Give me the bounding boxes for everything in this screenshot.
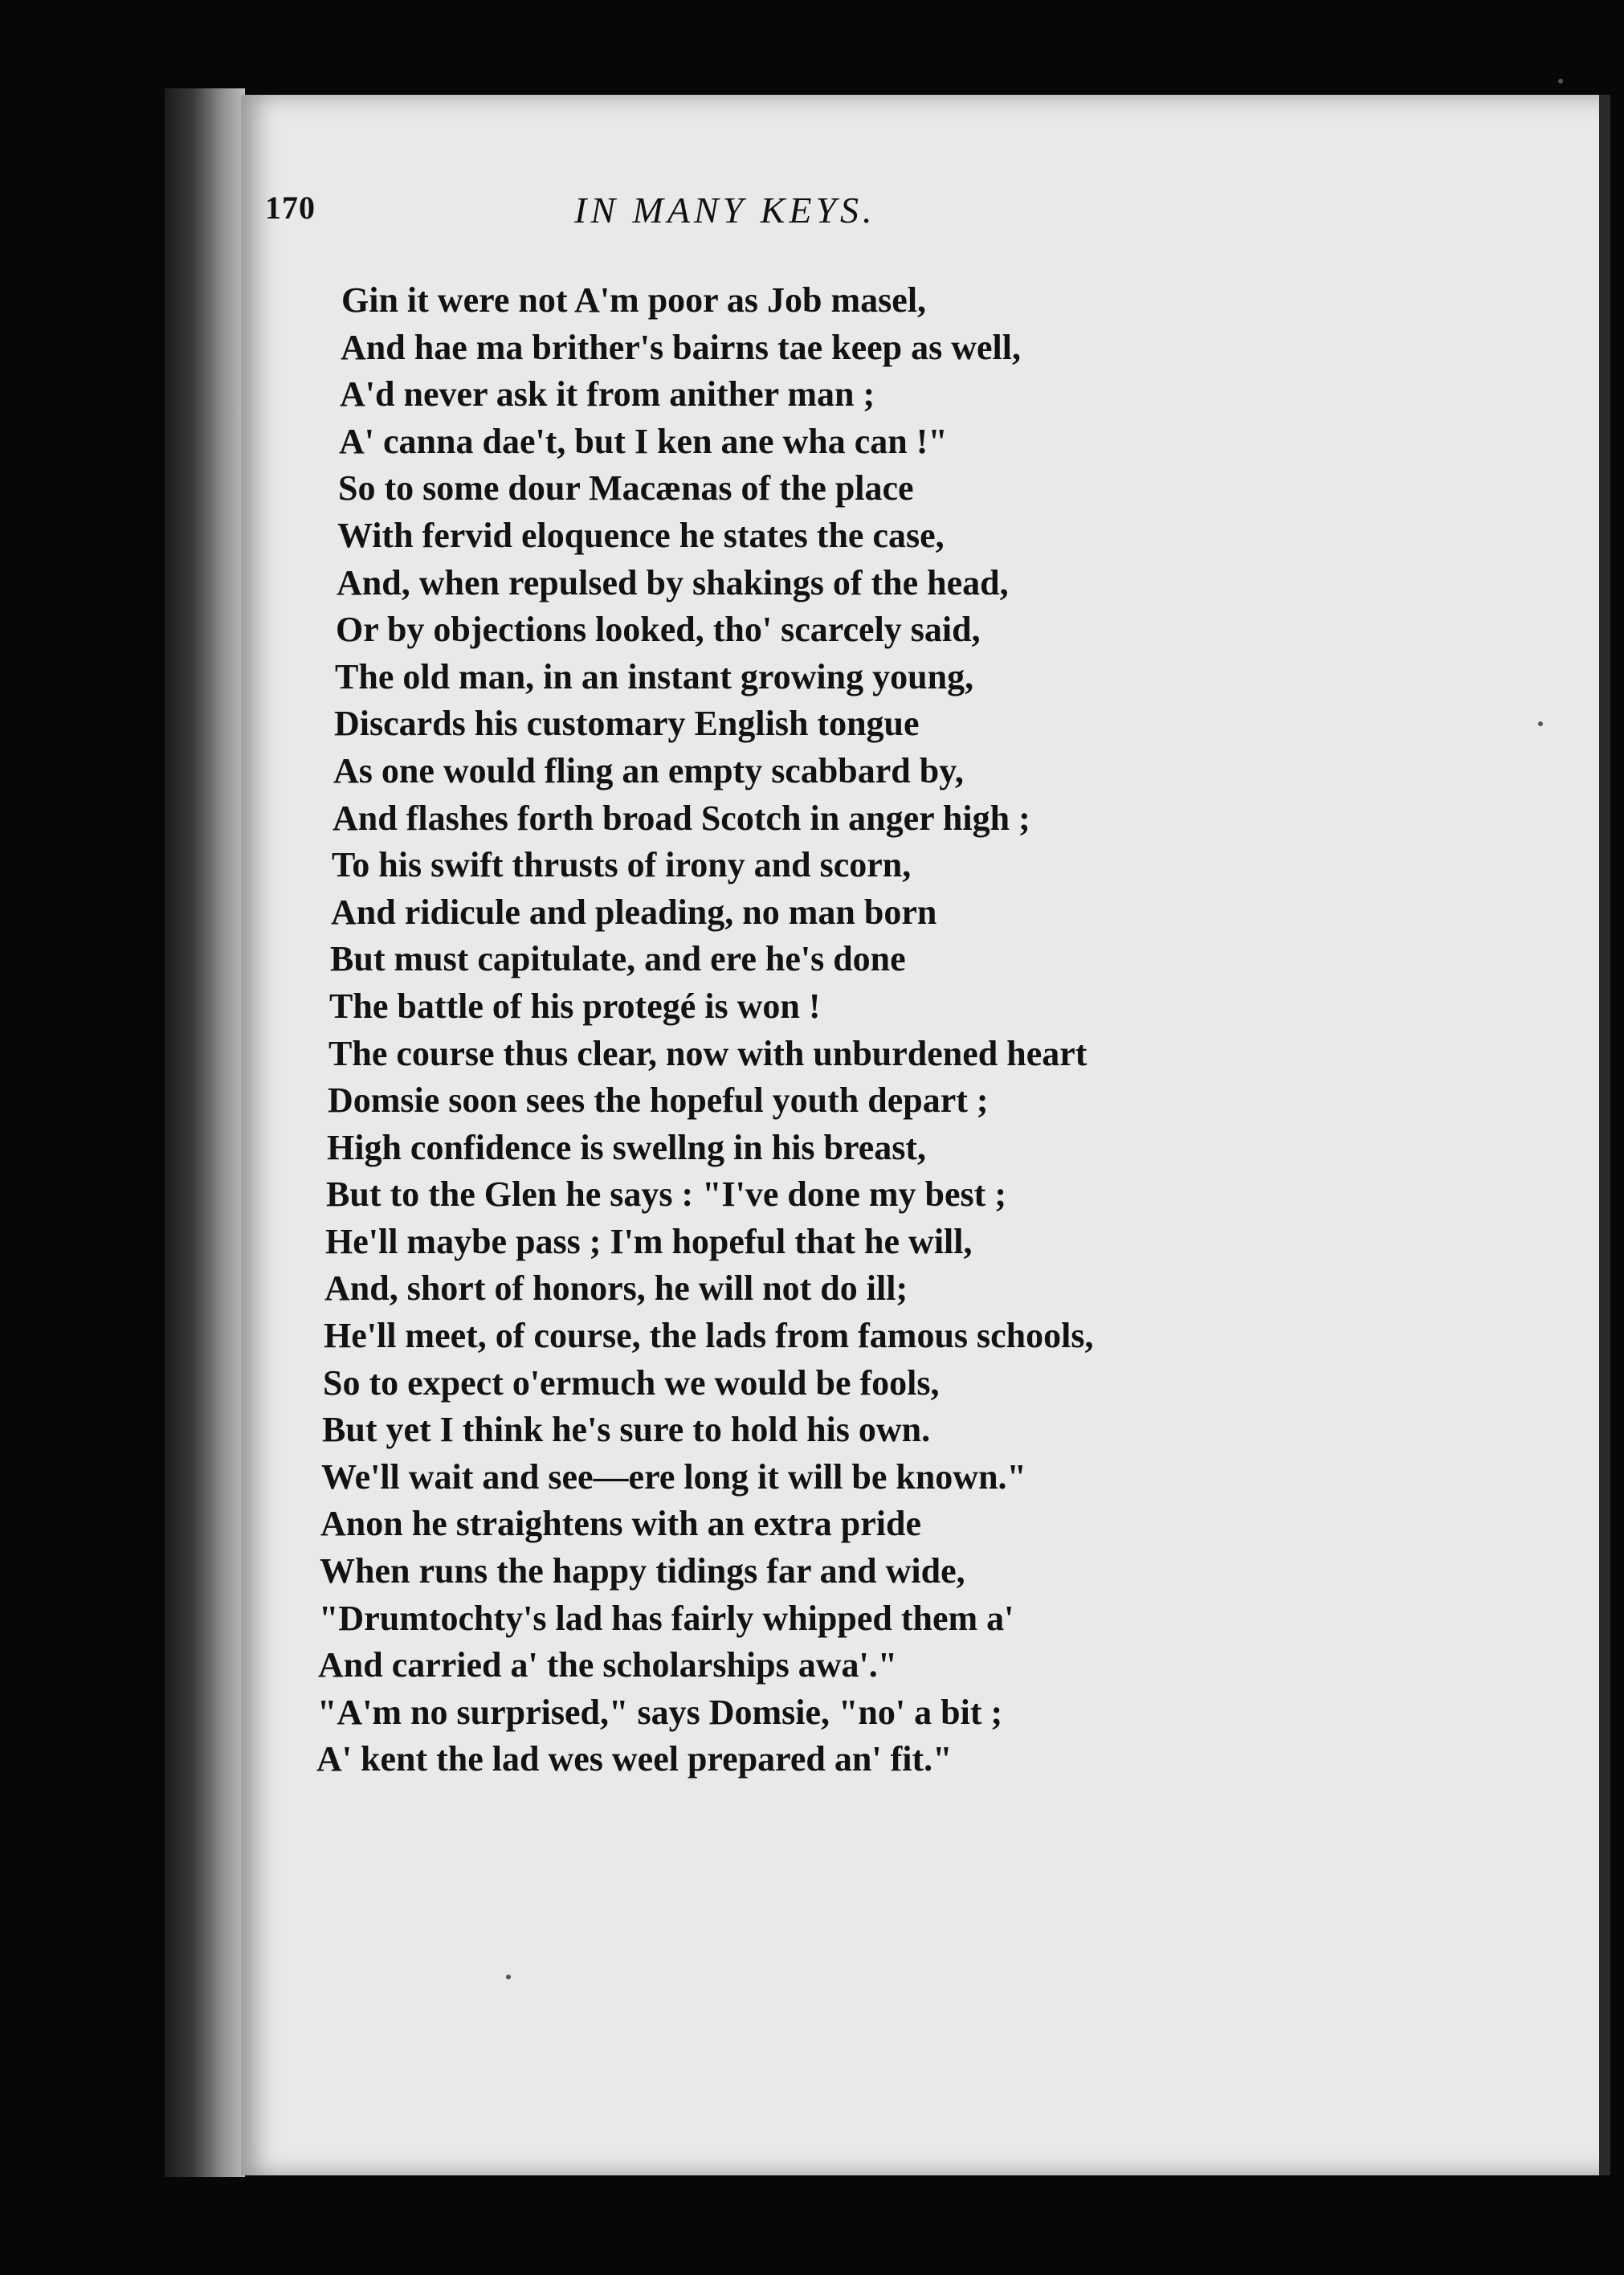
poem-line: He'll meet, of course, the lads from famous schools, bbox=[324, 1316, 1094, 1356]
poem-line: And, short of honors, he will not do ill; bbox=[324, 1268, 908, 1309]
poem-line: As one would fling an empty scabbard by, bbox=[333, 750, 964, 790]
page-header bbox=[265, 189, 1068, 253]
poem-line: "A'm no surprised," says Domsie, "no' a bit ; bbox=[317, 1692, 1003, 1732]
poem-line: Anon he straightens with an extra pride bbox=[320, 1504, 922, 1544]
poem-line: Discards his customary English tongue bbox=[334, 704, 920, 744]
dust-speck bbox=[506, 1975, 511, 1979]
poem-line: Or by objections looked, tho' scarcely said, bbox=[336, 610, 981, 650]
poem-line: And flashes forth broad Scotch in anger high ; bbox=[333, 798, 1030, 838]
poem-line: And, when repulsed by shakings of the head, bbox=[337, 562, 1009, 602]
poem-line: Gin it were not A'm poor as Job masel, bbox=[341, 280, 927, 320]
poem-line: High confidence is swellng in his breast, bbox=[327, 1127, 927, 1167]
poem-text bbox=[317, 277, 1345, 1783]
poem-line: With fervid eloquence he states the case, bbox=[337, 515, 945, 555]
poem-line: The course thus clear, now with unburdened heart bbox=[328, 1033, 1087, 1073]
page-number: 170 bbox=[265, 190, 316, 226]
poem-line: Domsie soon sees the hopeful youth depart ; bbox=[328, 1080, 989, 1121]
poem-line: And carried a' the scholarships awa'." bbox=[318, 1645, 898, 1685]
dust-speck bbox=[1538, 721, 1543, 726]
poem-line: But to the Glen he says : "I've done my best ; bbox=[326, 1174, 1006, 1215]
poem-line: And hae ma brither's bairns tae keep as well, bbox=[341, 327, 1021, 367]
poem-line: We'll wait and see—ere long it will be known." bbox=[321, 1456, 1026, 1497]
dust-speck bbox=[1558, 79, 1563, 84]
poem-line: A' canna dae't, but I ken ane wha can !" bbox=[339, 421, 948, 461]
poem-line: When runs the happy tidings far and wide, bbox=[320, 1551, 965, 1591]
poem-line: "Drumtochty's lad has fairly whipped them a' bbox=[319, 1598, 1014, 1638]
book-binding-edge bbox=[165, 88, 245, 2177]
poem-line: To his swift thrusts of irony and scorn, bbox=[332, 845, 912, 885]
poem-line: The old man, in an instant growing young, bbox=[335, 656, 974, 696]
poem-line: The battle of his protegé is won ! bbox=[329, 986, 821, 1026]
poem-line: So to expect o'ermuch we would be fools, bbox=[323, 1362, 940, 1403]
poem-line: And ridicule and pleading, no man born bbox=[331, 892, 937, 932]
poem-line: But must capitulate, and ere he's done bbox=[330, 939, 906, 979]
poem-line: A'd never ask it from anither man ; bbox=[340, 374, 875, 415]
running-head: IN MANY KEYS. bbox=[574, 190, 876, 231]
page-edge bbox=[1599, 95, 1610, 2175]
poem-line: But yet I think he's sure to hold his own. bbox=[322, 1410, 931, 1450]
poem-line: So to some dour Macænas of the place bbox=[338, 468, 914, 509]
poem-line: A' kent the lad wes weel prepared an' fit." bbox=[316, 1739, 953, 1779]
poem-line: He'll maybe pass ; I'm hopeful that he will, bbox=[325, 1221, 973, 1261]
